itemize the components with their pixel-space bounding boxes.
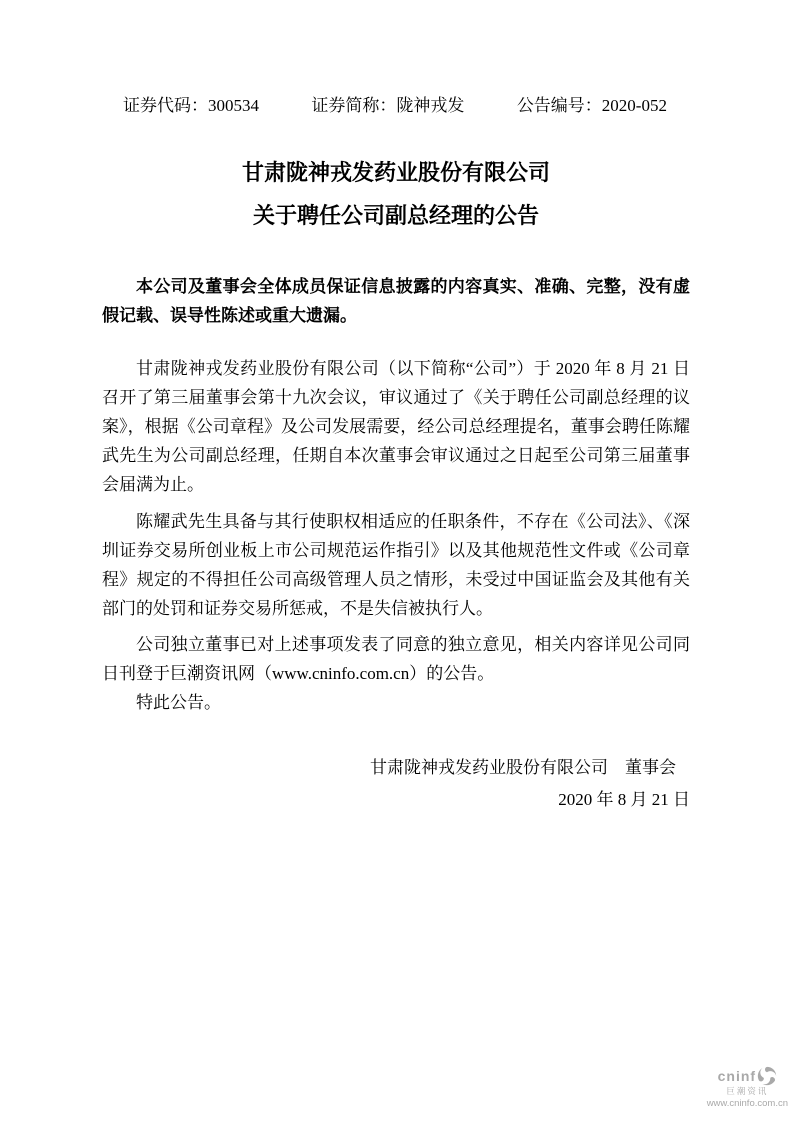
cninfo-swirl-icon bbox=[757, 1066, 777, 1086]
body-paragraph: 公司独立董事已对上述事项发表了同意的独立意见，相关内容详见公司同日刊登于巨潮资讯网（www.cninfo.com.cn）的公告。 bbox=[102, 635, 690, 683]
cninfo-brand-cn: 巨潮资讯 bbox=[726, 1086, 769, 1097]
signature-block bbox=[102, 752, 690, 816]
announcement-number: 公告编号：2020-052 bbox=[516, 96, 667, 115]
signature-date: 2020 年 8 月 21 日 bbox=[558, 790, 690, 809]
stock-name: 证券简称：陇神戎发 bbox=[311, 96, 465, 115]
disclosure-statement: 本公司及董事会全体成员保证信息披露的内容真实、准确、完整，没有虚假记载、误导性陈述或重大遗漏。 bbox=[102, 277, 690, 325]
stock-code: 证券代码：300534 bbox=[123, 96, 259, 115]
document-header bbox=[123, 95, 667, 117]
body-paragraph: 甘肃陇神戎发药业股份有限公司（以下简称“公司”）于 2020 年 8 月 21 日召开了第三届董事会第十九次会议，审议通过了《关于聘任公司副总经理的议案》，根据《公司章程》及公司发展需要，经公司总经理提名，董事会聘任陈耀武先生为公司副总经理，任期自本次董事会审议通过之日起至公司第三届董事会届满为止。 bbox=[102, 359, 690, 494]
announcement-title: 关于聘任公司副总经理的公告 bbox=[252, 203, 539, 228]
cninfo-brand-text: cninf bbox=[717, 1067, 757, 1084]
document-content bbox=[0, 95, 793, 816]
cninfo-url: www.cninfo.com.cn bbox=[706, 1097, 788, 1109]
body-paragraph: 陈耀武先生具备与其行使职权相适应的任职条件，不存在《公司法》、《深圳证券交易所创业板上市公司规范运作指引》以及其他规范性文件或《公司章程》规定的不得担任公司高级管理人员之情形，未受过中国证监会及其他有关部门的处罚和证券交易所惩戒，不是失信被执行人。 bbox=[102, 512, 690, 618]
cninfo-logo bbox=[718, 1066, 777, 1086]
signature-company: 甘肃陇神戎发药业股份有限公司 董事会 bbox=[370, 758, 676, 777]
cninfo-watermark bbox=[707, 1066, 788, 1109]
title-block bbox=[102, 151, 690, 237]
company-name-title: 甘肃陇神戎发药业股份有限公司 bbox=[241, 160, 550, 185]
closing-paragraph: 特此公告。 bbox=[136, 693, 221, 712]
